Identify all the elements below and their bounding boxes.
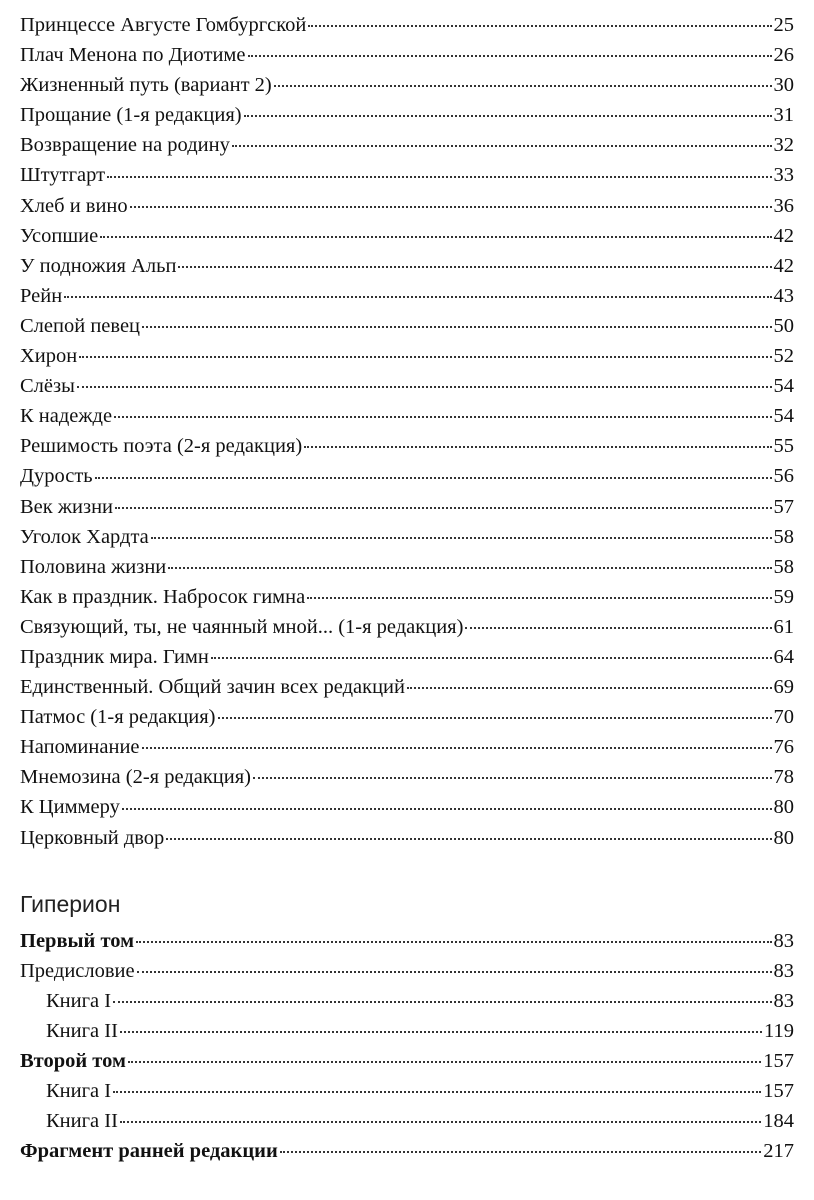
toc-entry[interactable] xyxy=(20,672,794,702)
toc-entry-page: 76 xyxy=(773,736,794,759)
toc-entry[interactable] xyxy=(20,10,794,40)
dot-leader xyxy=(274,84,772,87)
toc-entry-title: Второй том xyxy=(20,1050,126,1072)
toc-entry[interactable] xyxy=(20,582,794,612)
toc-entry-title: Праздник мира. Гимн xyxy=(20,645,209,668)
toc-entry-preface[interactable] xyxy=(20,956,794,986)
dot-leader xyxy=(307,596,771,599)
toc-entry[interactable] xyxy=(20,371,794,401)
toc-entry[interactable] xyxy=(20,221,794,251)
toc-entry-title: Патмос (1-я редакция) xyxy=(20,706,216,729)
poems-list xyxy=(20,10,794,853)
toc-entry-page: 157 xyxy=(763,1080,794,1103)
toc-entry-page: 83 xyxy=(773,959,794,982)
toc-entry-title: Слёзы xyxy=(20,375,75,398)
toc-entry-book[interactable] xyxy=(20,1016,794,1046)
toc-entry-title: Книга II xyxy=(46,1110,118,1133)
toc-entry[interactable] xyxy=(20,70,794,100)
dot-leader xyxy=(95,476,772,479)
toc-entry-title: Единственный. Общий зачин всех редакций xyxy=(20,676,405,699)
dot-leader xyxy=(151,536,772,539)
toc-entry-title: Первый том xyxy=(20,929,135,952)
dot-leader xyxy=(113,1090,761,1093)
table-of-contents xyxy=(20,10,794,1166)
toc-entry-page: 70 xyxy=(773,706,794,729)
dot-leader xyxy=(168,566,771,569)
toc-entry-title: К надежде xyxy=(20,405,113,428)
toc-entry-title: Половина жизни xyxy=(20,555,167,578)
toc-entry-title: Рейн xyxy=(20,284,63,307)
dot-leader xyxy=(244,114,772,117)
toc-entry-page: 55 xyxy=(773,435,794,458)
toc-entry-page: 80 xyxy=(773,826,794,849)
toc-entry-title: Уголок Хардта xyxy=(20,525,149,548)
toc-entry-title: Хирон xyxy=(20,345,78,368)
toc-entry[interactable] xyxy=(20,461,794,491)
toc-entry[interactable] xyxy=(20,823,794,853)
toc-entry[interactable] xyxy=(20,702,794,732)
dot-leader xyxy=(232,144,772,147)
toc-entry-title: Прощание (1-я редакция) xyxy=(20,104,242,127)
toc-entry-title: Век жизни xyxy=(20,495,114,518)
toc-entry[interactable] xyxy=(20,762,794,792)
dot-leader xyxy=(128,1060,761,1063)
toc-entry-title: Фрагмент ранней редакции xyxy=(20,1140,278,1163)
dot-leader xyxy=(465,626,771,629)
toc-entry-title: Церковный двор xyxy=(20,826,165,849)
toc-entry-page: 26 xyxy=(773,44,794,67)
toc-entry-page: 31 xyxy=(773,104,794,127)
toc-entry-title: Возвращение на родину xyxy=(20,134,230,157)
toc-entry[interactable] xyxy=(20,40,794,70)
dot-leader xyxy=(107,175,771,178)
dot-leader xyxy=(77,385,772,388)
toc-entry[interactable] xyxy=(20,642,794,672)
section-heading-hyperion: Гиперион xyxy=(20,890,121,917)
toc-entry-page: 30 xyxy=(773,74,794,97)
toc-entry-page: 80 xyxy=(773,796,794,819)
toc-entry-page: 50 xyxy=(773,314,794,337)
toc-entry-title: Хлеб и вино xyxy=(20,194,128,217)
dot-leader xyxy=(136,940,771,943)
toc-entry-title: Книга II xyxy=(46,1019,118,1042)
toc-entry-page: 83 xyxy=(773,989,794,1012)
toc-entry-title: Усопшие xyxy=(20,224,99,247)
hyperion-list xyxy=(20,926,794,1167)
dot-leader xyxy=(248,54,772,57)
dot-leader xyxy=(120,1120,761,1123)
toc-entry-page: 32 xyxy=(773,134,794,157)
toc-entry[interactable] xyxy=(20,281,794,311)
toc-entry-page: 58 xyxy=(773,555,794,578)
toc-entry-page: 33 xyxy=(773,164,794,187)
toc-entry[interactable] xyxy=(20,492,794,522)
toc-entry-title: Штутгарт xyxy=(20,164,106,187)
dot-leader xyxy=(100,235,771,238)
toc-entry-page: 59 xyxy=(773,585,794,608)
dot-leader xyxy=(253,776,771,779)
toc-entry-title: Связующий, ты, не чаянный мной... (1-я редакция) xyxy=(20,615,464,638)
toc-entry-page: 57 xyxy=(773,495,794,518)
toc-entry-page: 58 xyxy=(773,525,794,548)
dot-leader xyxy=(115,506,771,509)
toc-entry-title: Напоминание xyxy=(20,736,140,759)
dot-leader xyxy=(211,656,772,659)
toc-entry-title: Дурость xyxy=(20,465,93,488)
toc-entry-page: 56 xyxy=(773,465,794,488)
toc-entry-title: Книга I xyxy=(46,1080,112,1103)
toc-entry-title: Плач Менона по Диотиме xyxy=(20,44,246,67)
toc-entry[interactable] xyxy=(20,251,794,281)
toc-entry-title: Книга I xyxy=(46,989,112,1012)
toc-entry-page: 83 xyxy=(773,929,794,952)
dot-leader xyxy=(218,716,772,719)
dot-leader xyxy=(142,325,771,328)
toc-entry-volume-1[interactable] xyxy=(20,926,794,956)
toc-entry-title: Принцессе Августе Гомбургской xyxy=(20,14,307,36)
dot-leader xyxy=(114,415,771,418)
toc-entry-page: 157 xyxy=(763,1050,794,1072)
toc-entry-title: У подножия Альп xyxy=(20,254,177,277)
toc-entry[interactable] xyxy=(20,191,794,221)
toc-entry-page: 54 xyxy=(773,375,794,398)
toc-entry-title: Решимость поэта (2-я редакция) xyxy=(20,435,303,458)
toc-entry-book[interactable] xyxy=(20,1076,794,1106)
toc-entry-title: Мнемозина (2-я редакция) xyxy=(20,766,252,789)
toc-entry-page: 42 xyxy=(773,254,794,277)
dot-leader xyxy=(137,970,772,973)
toc-entry[interactable] xyxy=(20,792,794,822)
toc-entry-page: 54 xyxy=(773,405,794,428)
dot-leader xyxy=(113,1000,771,1003)
toc-entry-early-fragment[interactable] xyxy=(20,1136,794,1166)
dot-leader xyxy=(304,445,771,448)
toc-entry-page: 217 xyxy=(763,1140,794,1163)
toc-entry-title: Слепой певец xyxy=(20,314,141,337)
toc-entry-page: 119 xyxy=(764,1019,794,1042)
toc-entry[interactable] xyxy=(20,130,794,160)
toc-entry-page: 64 xyxy=(773,645,794,668)
toc-entry-title: Предисловие xyxy=(20,959,135,982)
dot-leader xyxy=(130,205,772,208)
dot-leader xyxy=(308,24,771,27)
toc-entry[interactable] xyxy=(20,522,794,552)
toc-entry[interactable] xyxy=(20,612,794,642)
dot-leader xyxy=(79,355,771,358)
toc-entry-page: 36 xyxy=(773,194,794,217)
toc-entry-page: 61 xyxy=(773,615,794,638)
toc-entry-page: 69 xyxy=(773,676,794,699)
toc-entry[interactable] xyxy=(20,341,794,371)
toc-entry-volume-2[interactable] xyxy=(20,1046,794,1076)
toc-entry[interactable] xyxy=(20,100,794,130)
toc-entry[interactable] xyxy=(20,431,794,461)
toc-entry[interactable] xyxy=(20,732,794,762)
toc-entry-book[interactable] xyxy=(20,986,794,1016)
dot-leader xyxy=(64,295,771,298)
dot-leader xyxy=(122,807,772,810)
toc-entry-page: 42 xyxy=(773,224,794,247)
toc-entry[interactable] xyxy=(20,311,794,341)
toc-entry[interactable] xyxy=(20,552,794,582)
toc-entry-title: К Циммеру xyxy=(20,796,120,819)
toc-entry-page: 43 xyxy=(773,284,794,307)
toc-entry-page: 25 xyxy=(773,14,794,36)
toc-entry[interactable] xyxy=(20,160,794,190)
toc-entry-title: Жизненный путь (вариант 2) xyxy=(20,74,272,97)
toc-entry-page: 52 xyxy=(773,345,794,368)
toc-entry-title: Как в праздник. Набросок гимна xyxy=(20,585,306,608)
dot-leader xyxy=(280,1150,761,1153)
dot-leader xyxy=(142,746,772,749)
toc-entry-page: 78 xyxy=(773,766,794,789)
dot-leader xyxy=(178,265,771,268)
dot-leader xyxy=(120,1030,762,1033)
toc-entry-page: 184 xyxy=(763,1110,794,1133)
toc-entry-book[interactable] xyxy=(20,1106,794,1136)
toc-entry[interactable] xyxy=(20,401,794,431)
dot-leader xyxy=(407,686,772,689)
dot-leader xyxy=(166,837,771,840)
